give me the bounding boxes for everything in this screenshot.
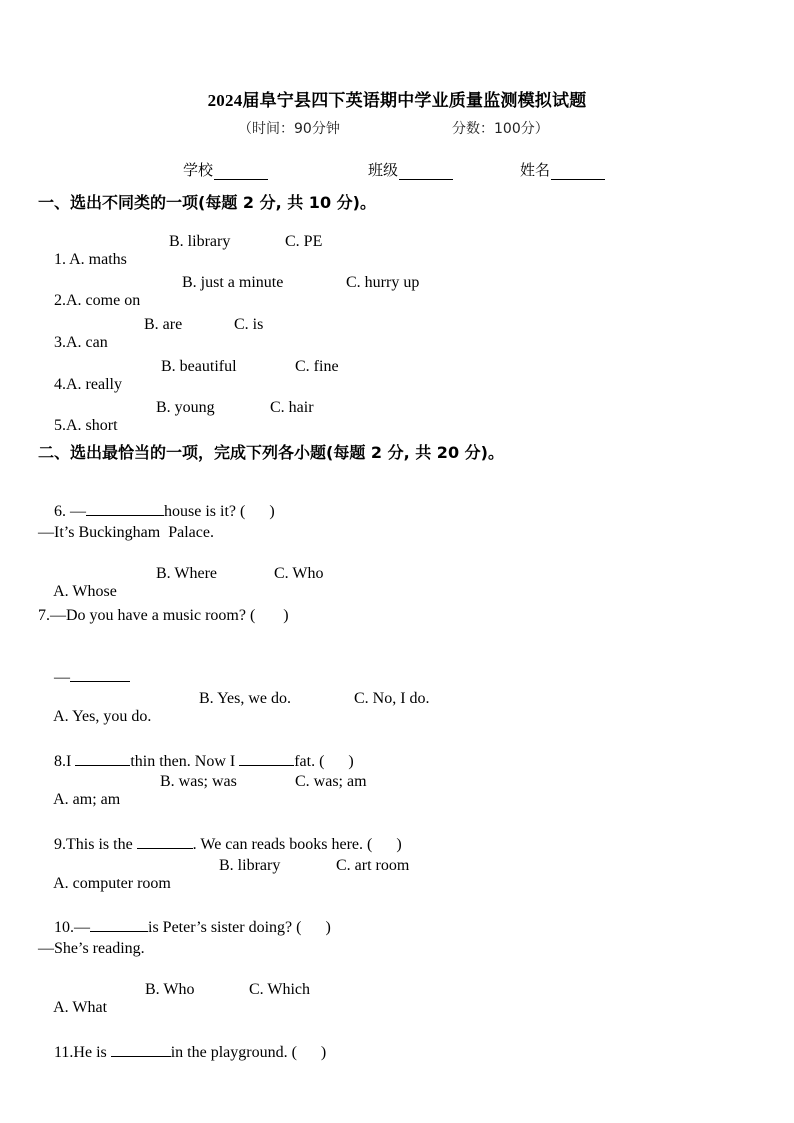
- option-c: C. art room: [336, 857, 410, 874]
- answer-blank[interactable]: [90, 916, 148, 932]
- option-c: C. Which: [249, 981, 311, 998]
- option-b: B. was; was: [160, 773, 237, 790]
- answer-dash: —: [54, 669, 70, 686]
- option-c: C. hurry up: [346, 274, 420, 291]
- question-text: 11.He is: [54, 1044, 111, 1061]
- option-c: C. fine: [295, 358, 339, 375]
- question-text: thin then. Now I: [130, 753, 240, 770]
- option-c: C. PE: [285, 233, 323, 250]
- class-field[interactable]: [368, 159, 453, 180]
- question-number: 2.: [54, 292, 66, 309]
- school-label: 学校: [183, 161, 214, 179]
- option-c: C. No, I do.: [354, 690, 430, 707]
- school-field[interactable]: [183, 159, 268, 180]
- option-a: A. short: [66, 417, 118, 434]
- option-a: A. can: [66, 334, 108, 351]
- school-blank[interactable]: [214, 164, 268, 180]
- question-number: 3.: [54, 334, 66, 351]
- time-info: （时间：90分钟: [238, 121, 340, 137]
- name-label: 姓名: [520, 161, 551, 179]
- name-field[interactable]: [520, 159, 605, 180]
- question-text: 9.This is the: [54, 836, 137, 853]
- option-a: A. maths: [69, 251, 127, 268]
- option-c: C. was; am: [295, 773, 367, 790]
- question-text: 10.—: [54, 919, 90, 936]
- question-6-answer: —It’s Buckingham Palace.: [38, 524, 214, 541]
- option-a: A. What: [53, 999, 108, 1016]
- option-a: A. really: [66, 376, 122, 393]
- class-blank[interactable]: [399, 164, 453, 180]
- option-c: C. is: [234, 316, 264, 333]
- option-b: B. library: [169, 233, 231, 250]
- option-b: B. Where: [156, 565, 218, 582]
- question-7: 7.—Do you have a music room? ( ): [38, 607, 289, 624]
- question-text: 6. —: [54, 503, 86, 520]
- option-a: A. Yes, you do.: [53, 708, 152, 725]
- question-text: . We can reads books here. ( ): [192, 836, 402, 853]
- question-text: fat. ( ): [294, 753, 354, 770]
- option-b: B. Who: [145, 981, 195, 998]
- score-info: 分数：100分）: [452, 121, 549, 137]
- name-blank[interactable]: [551, 164, 605, 180]
- option-b: B. are: [144, 316, 183, 333]
- option-b: B. beautiful: [161, 358, 237, 375]
- answer-blank[interactable]: [137, 833, 193, 849]
- answer-blank[interactable]: [239, 750, 294, 766]
- section1-heading: 一、选出不同类的一项(每题 2 分, 共 10 分)。: [38, 193, 376, 212]
- option-a: A. computer room: [53, 875, 171, 892]
- class-label: 班级: [368, 161, 399, 179]
- option-b: B. just a minute: [182, 274, 284, 291]
- question-number: 1.: [54, 251, 70, 268]
- option-b: B. library: [219, 857, 281, 874]
- option-b: B. young: [156, 399, 215, 416]
- question-number: 4.: [54, 376, 66, 393]
- option-a: A. come on: [66, 292, 141, 309]
- question-text: in the playground. ( ): [170, 1044, 327, 1061]
- option-a: A. Whose: [53, 583, 117, 600]
- question-number: 5.: [54, 417, 66, 434]
- answer-blank[interactable]: [111, 1041, 171, 1057]
- question-text: house is it? ( ): [164, 503, 275, 520]
- question-text: 8.I: [54, 753, 76, 770]
- answer-blank[interactable]: [86, 500, 164, 516]
- option-c: C. Who: [274, 565, 324, 582]
- question-text: is Peter’s sister doing? ( ): [148, 919, 331, 936]
- question-10-answer: —She’s reading.: [38, 940, 145, 957]
- question-11: [38, 1023, 326, 1080]
- option-a: A. am; am: [53, 791, 121, 808]
- page-title: 2024届阜宁县四下英语期中学业质量监测模拟试题: [207, 91, 587, 110]
- option-c: C. hair: [270, 399, 314, 416]
- answer-blank[interactable]: [70, 666, 130, 682]
- option-b: B. Yes, we do.: [199, 690, 292, 707]
- section2-heading: 二、选出最恰当的一项，完成下列各小题(每题 2 分, 共 20 分)。: [38, 443, 504, 462]
- answer-blank[interactable]: [75, 750, 130, 766]
